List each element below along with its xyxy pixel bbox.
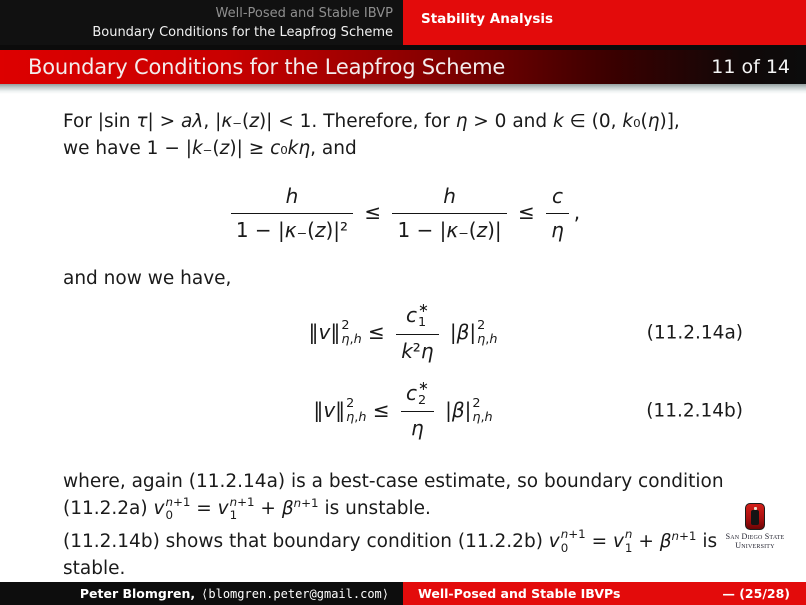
header-breadcrumbs [0,0,403,45]
footer-author-area [0,582,403,605]
paragraph-stable-line1: (11.2.14b) shows that boundary condition (11.2.2b) v n+1 0 = v n 1 + $\beta^{n+1}$ is [63,527,718,555]
paragraph-intro-line2: we have 1 − |k₋(z)| ≥ c₀kη, and [63,137,357,159]
frame-title: Boundary Conditions for the Leapfrog Scheme [28,54,506,79]
slide-body [0,94,806,582]
footer-author-email[interactable]: ⟨blomgren.peter@gmail.com⟩ [201,586,389,601]
paragraph-unstable-line2: (11.2.2a) v n+1 0 = v n+1 1 + $\beta^{n+1}$ is unstable. [63,495,431,523]
paragraph-stable [63,528,763,582]
paragraph-unstable [63,468,743,522]
equation-11-2-14a: ‖v‖ 2 η,h ≤ c ∗ 1 k²η |β| 2 η,h [309,320,498,344]
paragraph-intro [63,108,743,162]
equation-row-11-2-14b [63,379,743,444]
equation-label-11-2-14a: (11.2.14a) [646,322,743,344]
equation-label-11-2-14b: (11.2.14b) [646,400,743,422]
header-subsection-title[interactable]: Boundary Conditions for the Leapfrog Scheme [92,24,393,40]
header-section-link[interactable]: Stability Analysis [421,11,554,27]
equation-bound-estimate: $\frac{h}{\text{1 − |κ₋(z)|²}}$ ≤ $\frac{h}{1 - |\kappa_-(z)|}$ ≤ $\frac{c}{\eta}$ , [63,182,743,245]
header-section-nav [403,0,806,45]
title-bar-shadow [0,84,806,94]
sdsu-emblem-icon [745,503,765,530]
paragraph-intro-line1: For |sin τ| > aλ, |κ₋(z)| < 1. Therefore, for η > 0 and k ∈ (0, k₀(η)], [63,110,680,132]
sdsu-logo-text-line1: San Diego State [725,531,785,541]
frame-title-bar [0,50,806,83]
paragraph-stable-line2: stable. [63,557,126,579]
paragraph-now-we-have: and now we have, [63,267,232,289]
frame-page-indicator: 11 of 14 [711,55,790,78]
sdsu-logo [716,503,794,550]
footer-series-title: Well-Posed and Stable IBVPs [418,586,621,601]
header-bar [0,0,806,45]
equation-row-11-2-14a [63,301,743,366]
sdsu-logo-text-line2: University [735,540,775,550]
footer-author-name: Peter Blomgren, [79,586,196,601]
footer-bar [0,582,806,605]
paragraph-unstable-line1: where, again (11.2.14a) is a best-case estimate, so boundary condition [63,471,724,493]
equation-11-2-14b: ‖v‖ 2 η,h ≤ c ∗ 2 η |β| 2 η,h [313,398,492,422]
header-part-title[interactable]: Well-Posed and Stable IBVP [215,6,393,22]
footer-series-area [403,582,806,605]
footer-page-counter: — (25/28) [722,586,790,601]
